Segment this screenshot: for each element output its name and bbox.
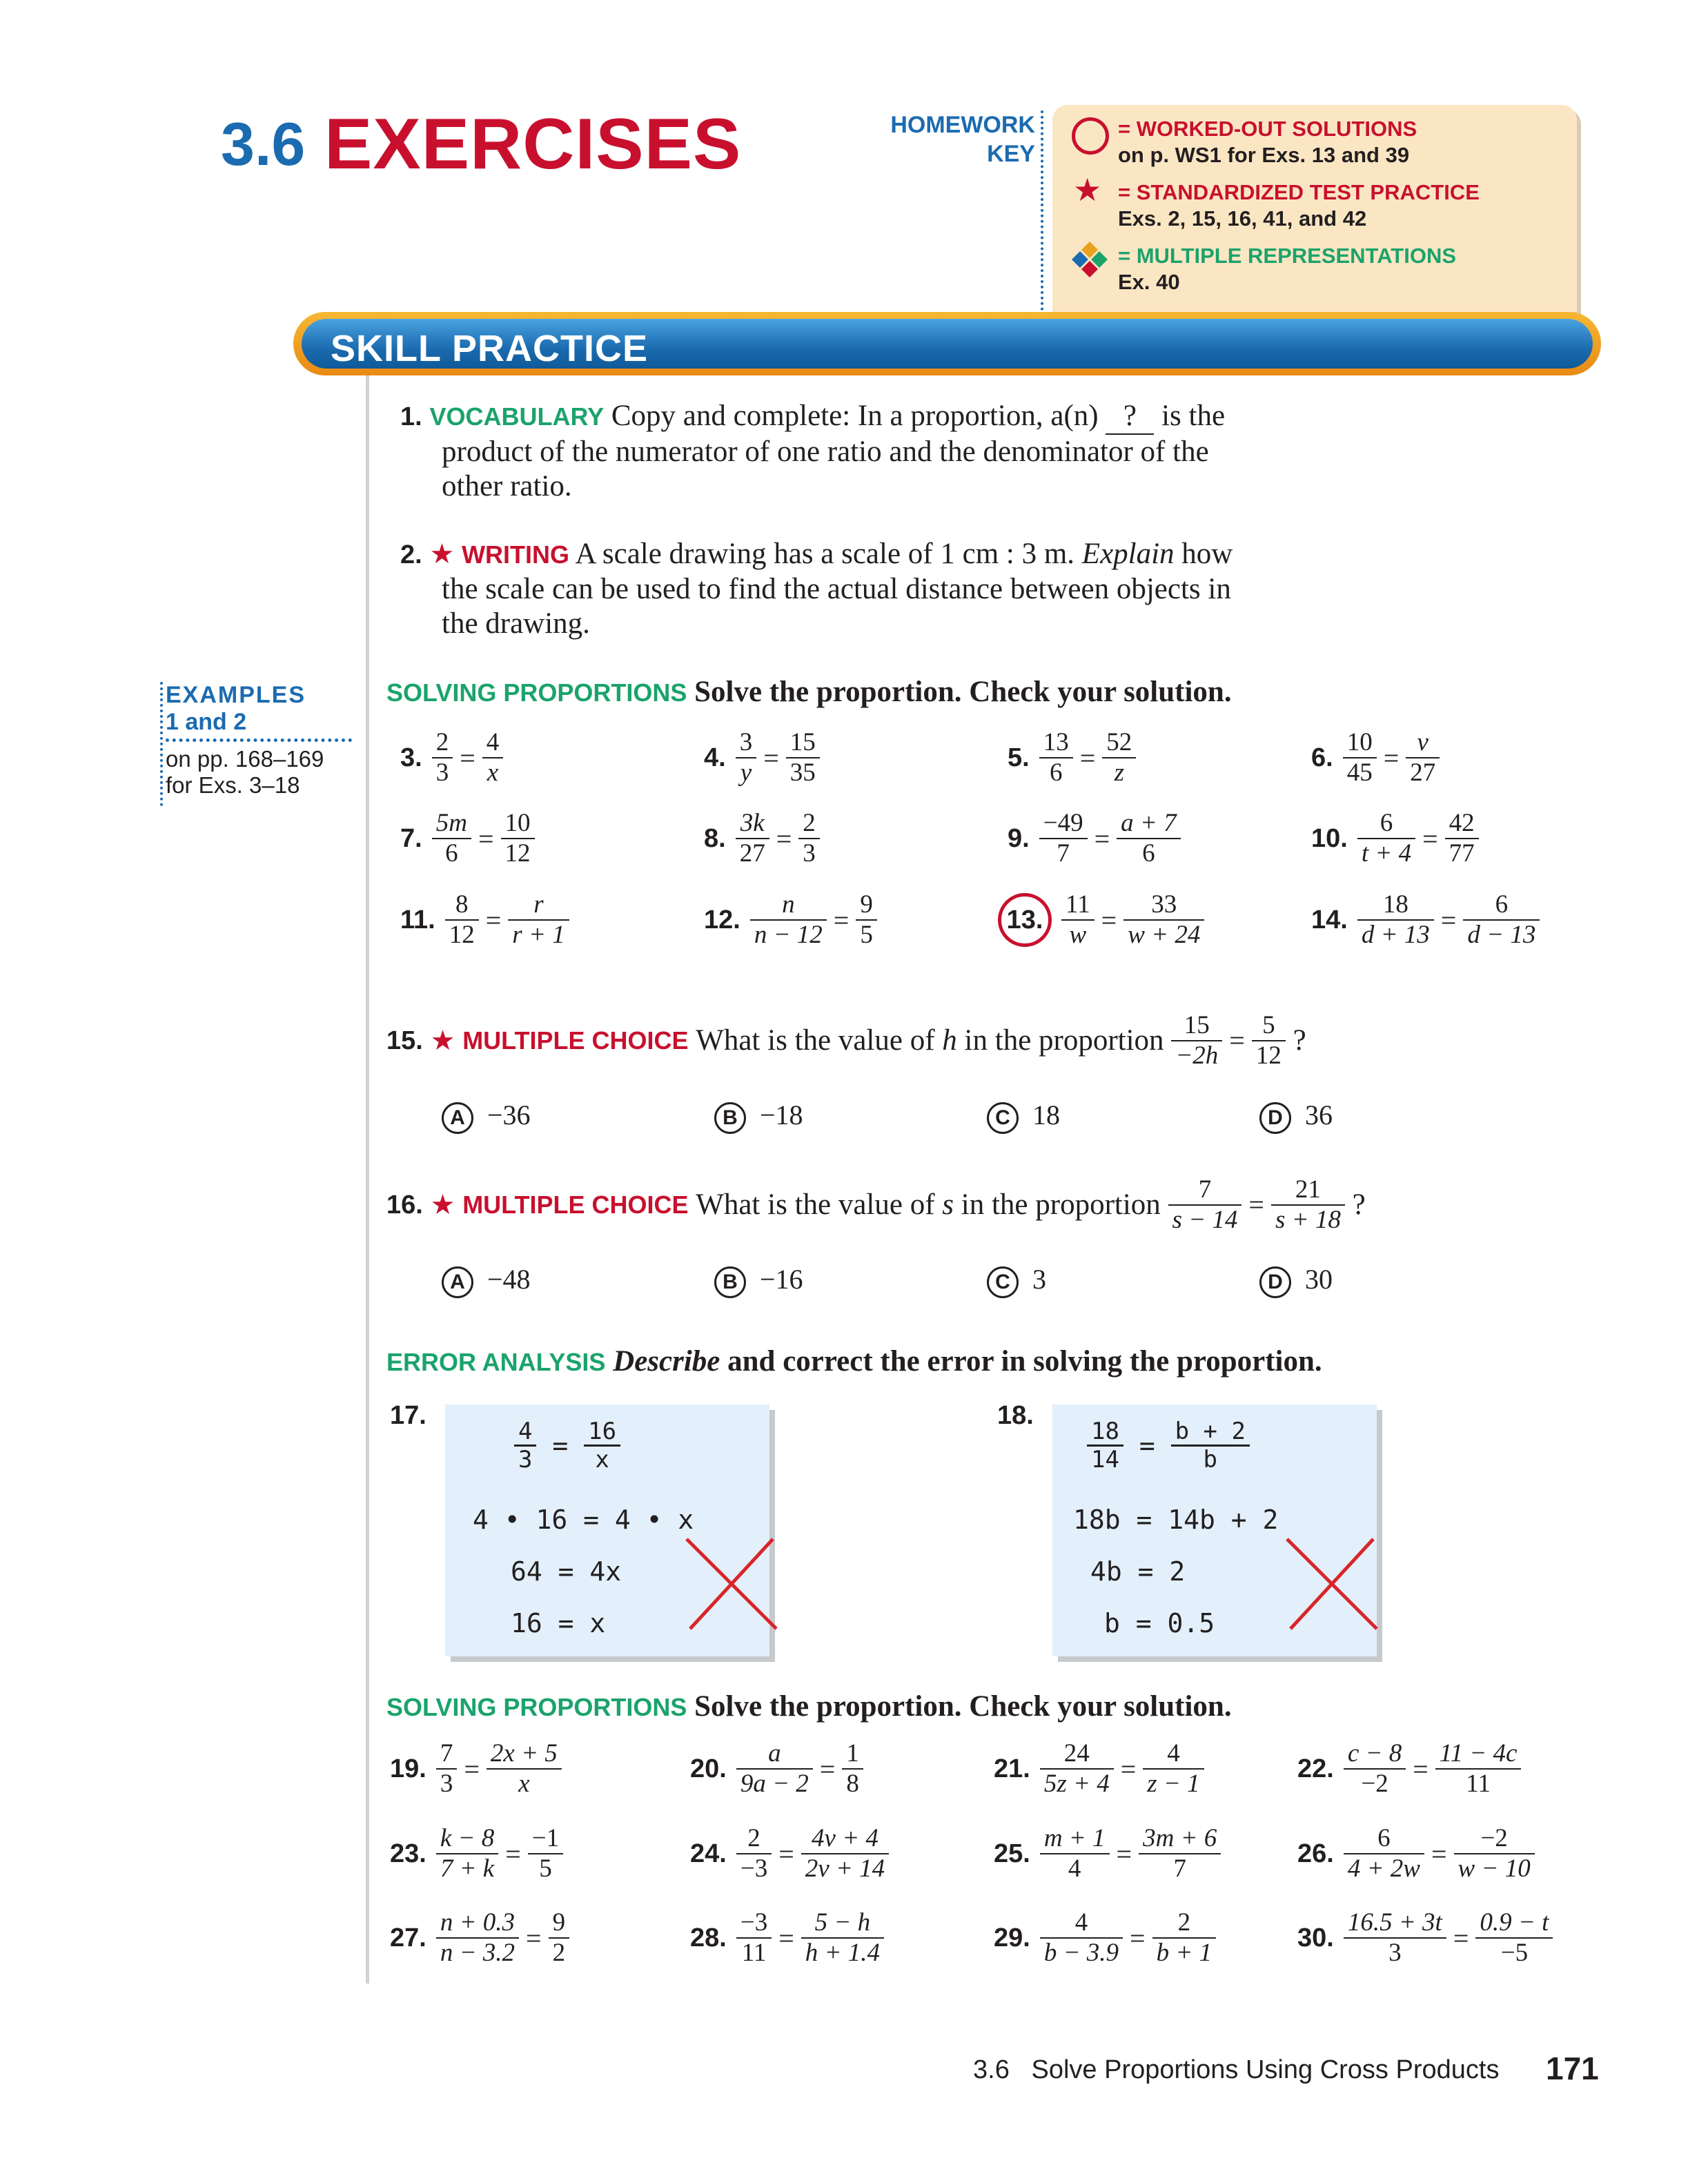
exercise-16: [386, 1175, 1366, 1235]
solving-2-label: SOLVING PROPORTIONS: [386, 1693, 687, 1721]
key-multiple-rep-label: = MULTIPLE REPRESENTATIONS: [1118, 244, 1457, 268]
fraction: $\frac{11}{w}$: [1061, 890, 1095, 950]
key-standardized: [1118, 179, 1480, 232]
star-icon: ★: [430, 1025, 455, 1056]
homework-key-line2: KEY: [987, 141, 1035, 167]
error-analysis-heading: [386, 1344, 1322, 1380]
problem-5: [1008, 728, 1136, 787]
star-icon: ★: [430, 1189, 455, 1220]
worked-out-circle-icon: 13.: [998, 893, 1052, 947]
equals-sign: =: [1130, 1922, 1146, 1954]
exercise-15-question-b: in the proportion: [964, 1024, 1164, 1057]
exercise-2-line-3: the drawing.: [442, 607, 590, 640]
equals-sign: =: [1120, 1753, 1137, 1785]
fraction: $\frac{k - 8}{7 + k}$: [436, 1824, 498, 1883]
fraction: $\frac{7}{3}$: [436, 1739, 458, 1799]
skill-practice-banner-inner: [302, 319, 1593, 369]
exercise-17-card: [445, 1404, 769, 1656]
problem-number: 4.: [704, 743, 726, 772]
homework-key-line1: HOMEWORK: [890, 112, 1035, 138]
fraction: $\frac{-3}{11}$: [736, 1908, 772, 1968]
fraction: $\frac{6}{t + 4}$: [1357, 809, 1415, 868]
exercise-18-number: 18.: [997, 1401, 1034, 1430]
margin-rule: [366, 375, 369, 1984]
homework-key-box: [1052, 105, 1577, 312]
exercise-2-explain: Explain: [1081, 538, 1175, 570]
section-number: 3.6: [221, 110, 306, 178]
problem-7: [400, 809, 535, 868]
problem-number: 25.: [994, 1839, 1030, 1868]
equals-sign: =: [526, 1922, 542, 1954]
exercise-15-var: h: [942, 1024, 957, 1057]
equals-sign: =: [505, 1838, 521, 1870]
exercise-16-frac-b: $\frac{21}{s + 18}$: [1271, 1175, 1345, 1235]
choice-value: −18: [760, 1099, 803, 1130]
choice-value: −36: [487, 1099, 531, 1130]
exercise-16-question-b: in the proportion: [961, 1188, 1161, 1221]
problem-number: 8.: [704, 823, 726, 853]
equals-sign: =: [460, 742, 475, 774]
equals-sign: =: [485, 904, 502, 936]
key-worked-out: [1118, 116, 1417, 168]
fraction: $\frac{v}{27}$: [1406, 728, 1440, 787]
exercise-15-question-a: What is the value of: [696, 1024, 935, 1057]
equals-sign: =: [1248, 1189, 1264, 1220]
choice-a[interactable]: [442, 1263, 531, 1298]
fraction: $\frac{m + 1}{4}$: [1040, 1824, 1110, 1883]
fraction: $\frac{9}{5}$: [856, 890, 877, 950]
fraction: $\frac{4v + 4}{2v + 14}$: [801, 1824, 889, 1883]
fraction: $\frac{n}{n - 12}$: [750, 890, 827, 950]
star-icon: ★: [429, 538, 455, 569]
key-worked-out-label: = WORKED-OUT SOLUTIONS: [1118, 117, 1417, 141]
error-x-icon: [1277, 1532, 1387, 1636]
equals-sign: =: [776, 823, 792, 854]
problem-19: [390, 1739, 562, 1799]
fraction: $\frac{6}{d - 13}$: [1463, 890, 1540, 950]
problem-number: 23.: [390, 1839, 426, 1868]
exercise-2-text-b: how: [1181, 538, 1233, 570]
problem-29: [994, 1908, 1216, 1968]
problem-14: [1311, 890, 1540, 950]
exercise-18-line-3: b = 0.5: [1104, 1608, 1215, 1638]
equals-sign: =: [478, 823, 494, 854]
fraction: $\frac{5 - h}{h + 1.4}$: [801, 1908, 884, 1968]
exercise-2: [400, 537, 1401, 641]
exercise-15-number: 15.: [386, 1026, 423, 1055]
choice-b[interactable]: [714, 1263, 803, 1298]
exercise-18-line-2: 4b = 2: [1090, 1556, 1186, 1587]
key-worked-out-sub: on p. WS1 for Exs. 13 and 39: [1118, 143, 1410, 167]
fraction: $\frac{c - 8}{-2}$: [1344, 1739, 1406, 1799]
footer-section-title: 3.6 Solve Proportions Using Cross Products: [973, 2055, 1500, 2084]
problem-number: 5.: [1008, 743, 1030, 772]
equals-sign: =: [464, 1753, 480, 1785]
exercise-1-number: 1.: [400, 402, 422, 431]
exercise-16-label: MULTIPLE CHOICE: [462, 1191, 689, 1219]
key-standardized-sub: Exs. 2, 15, 16, 41, and 42: [1118, 206, 1367, 231]
exercise-2-text-a: A scale drawing has a scale of 1 cm : 3 m.: [575, 538, 1075, 570]
examples-divider: [160, 682, 163, 806]
fraction: $\frac{42}{77}$: [1445, 809, 1479, 868]
exercise-16-qmark: ?: [1352, 1188, 1366, 1221]
exercise-18-proportion: $\frac{18}{14}$ = $\frac{b + 2}{b}$: [1087, 1418, 1250, 1473]
examples-title: EXAMPLES: [166, 682, 306, 708]
problem-number: 3.: [400, 743, 422, 772]
problem-number: 21.: [994, 1754, 1030, 1783]
fraction: $\frac{2}{-3}$: [736, 1824, 772, 1883]
problem-25: [994, 1824, 1221, 1883]
equals-sign: =: [1422, 823, 1438, 854]
fraction: $\frac{2x + 5}{x}$: [487, 1739, 562, 1799]
fraction: $\frac{-49}{7}$: [1039, 809, 1088, 868]
key-multiple-rep: [1118, 243, 1456, 295]
problem-30: [1297, 1908, 1553, 1968]
exercise-17-line-3: 16 = x: [511, 1608, 606, 1638]
exercise-15-frac-b: $\frac{5}{12}$: [1252, 1011, 1286, 1070]
choice-c[interactable]: [987, 1099, 1060, 1134]
fraction: $\frac{11 - 4c}{11}$: [1435, 1739, 1522, 1799]
exercise-2-label: WRITING: [462, 540, 570, 569]
choice-value: −48: [487, 1264, 531, 1295]
fraction: $\frac{24}{5z + 4}$: [1040, 1739, 1114, 1799]
homework-key-label: [828, 110, 1035, 168]
exercise-18-card: [1052, 1404, 1377, 1656]
problem-10: [1311, 809, 1479, 868]
key-standardized-label: = STANDARDIZED TEST PRACTICE: [1118, 180, 1480, 204]
fraction: $\frac{6}{4 + 2w}$: [1344, 1824, 1424, 1883]
fraction: $\frac{a}{9a - 2}$: [736, 1739, 813, 1799]
fraction: $\frac{10}{12}$: [501, 809, 535, 868]
problem-24: [690, 1824, 889, 1883]
fraction: $\frac{4}{b - 3.9}$: [1040, 1908, 1123, 1968]
homework-key-divider: [1041, 110, 1043, 311]
fraction: $\frac{r}{r + 1}$: [508, 890, 569, 950]
equals-sign: =: [1383, 742, 1400, 774]
fraction: $\frac{-1}{5}$: [528, 1824, 563, 1883]
equals-sign: =: [1079, 742, 1096, 774]
choice-a[interactable]: [442, 1099, 531, 1134]
section-title: EXERCISES: [324, 104, 742, 184]
problem-9: [1008, 809, 1181, 868]
exercise-15-frac-a: $\frac{15}{-2h}$: [1171, 1011, 1222, 1070]
problem-number: 10.: [1311, 823, 1348, 853]
problem-26: [1297, 1824, 1535, 1883]
problem-number: 11.: [400, 905, 435, 934]
fraction: $\frac{-2}{w - 10}$: [1454, 1824, 1535, 1883]
key-multiple-rep-sub: Ex. 40: [1118, 270, 1180, 294]
choice-c[interactable]: [987, 1263, 1046, 1298]
error-analysis-label: ERROR ANALYSIS: [386, 1348, 606, 1376]
problem-number: 14.: [1311, 905, 1348, 934]
exercise-16-question-a: What is the value of: [696, 1188, 935, 1221]
equals-sign: =: [778, 1922, 794, 1954]
problem-21: [994, 1739, 1204, 1799]
choice-value: 3: [1032, 1264, 1046, 1295]
fraction: $\frac{9}{2}$: [549, 1908, 570, 1968]
equals-sign: =: [1413, 1753, 1429, 1785]
problem-number: 27.: [390, 1923, 426, 1952]
problem-number: 6.: [1311, 743, 1333, 772]
equals-sign: =: [763, 742, 779, 774]
fraction: $\frac{1}{8}$: [842, 1739, 863, 1799]
problem-number: 24.: [690, 1839, 727, 1868]
exercise-1-label: VOCABULARY: [429, 402, 605, 431]
page-number: 171: [1546, 2050, 1599, 2086]
exercise-17-line-2: 64 = 4x: [511, 1556, 622, 1587]
exercise-16-number: 16.: [386, 1191, 423, 1220]
problem-number: 19.: [390, 1754, 426, 1783]
examples-reference: [166, 682, 352, 799]
problem-28: [690, 1908, 884, 1968]
fraction: $\frac{2}{3}$: [798, 809, 820, 868]
worked-out-circle-icon: [1072, 117, 1109, 155]
solving-1-label: SOLVING PROPORTIONS: [386, 678, 687, 707]
fraction: $\frac{n + 0.3}{n - 3.2}$: [436, 1908, 519, 1968]
choice-value: −16: [760, 1264, 803, 1295]
multiple-representations-icon: [1070, 240, 1109, 279]
problem-11: [400, 890, 569, 950]
equals-sign: =: [1229, 1025, 1245, 1056]
solving-1-instruction: Solve the proportion. Check your solution.: [694, 676, 1232, 708]
choice-letter-icon: D: [1259, 1266, 1291, 1298]
exercise-2-line-2: the scale can be used to find the actual distance between objects in: [442, 573, 1231, 605]
problem-3: [400, 728, 503, 787]
fraction: $\frac{2}{3}$: [432, 728, 453, 787]
skill-practice-banner: [293, 312, 1601, 375]
fraction: $\frac{15}{35}$: [786, 728, 820, 787]
fraction: $\frac{52}{z}$: [1102, 728, 1136, 787]
choice-letter-icon: A: [442, 1266, 473, 1298]
choice-value: 36: [1305, 1099, 1333, 1130]
fraction: $\frac{0.9 - t}{-5}$: [1475, 1908, 1553, 1968]
choice-letter-icon: C: [987, 1266, 1019, 1298]
fraction: $\frac{5m}{6}$: [432, 809, 471, 868]
fraction: $\frac{10}{45}$: [1343, 728, 1377, 787]
fraction: $\frac{a + 7}{6}$: [1117, 809, 1180, 868]
examples-exercises: for Exs. 3–18: [166, 772, 300, 798]
equals-sign: =: [1431, 1838, 1447, 1870]
choice-letter-icon: C: [987, 1102, 1019, 1134]
fraction: $\frac{33}{w + 24}$: [1123, 890, 1204, 950]
equals-sign: =: [1101, 904, 1117, 936]
problem-27: [390, 1908, 569, 1968]
exercise-16-frac-a: $\frac{7}{s - 14}$: [1168, 1175, 1242, 1235]
solving-proportions-1-heading: [386, 675, 1232, 710]
problem-number: 26.: [1297, 1839, 1334, 1868]
fraction: $\frac{8}{12}$: [445, 890, 479, 950]
fraction: $\frac{3}{y}$: [736, 728, 757, 787]
choice-letter-icon: A: [442, 1102, 473, 1134]
error-x-icon: [676, 1532, 787, 1636]
fraction: $\frac{13}{6}$: [1039, 728, 1073, 787]
error-analysis-describe: Describe: [613, 1345, 720, 1378]
fraction: $\frac{3m + 6}{7}$: [1139, 1824, 1221, 1883]
star-icon: ★: [1073, 172, 1102, 208]
problem-number: 29.: [994, 1923, 1030, 1952]
exercise-18-line-1: 18b = 14b + 2: [1073, 1505, 1279, 1535]
fraction: $\frac{4}{z - 1}$: [1143, 1739, 1204, 1799]
equals-sign: =: [778, 1838, 794, 1870]
exercise-17-proportion: $\frac{4}{3}$ = $\frac{16}{x}$: [514, 1418, 620, 1473]
fraction: $\frac{3k}{27}$: [736, 809, 769, 868]
equals-sign: =: [1440, 904, 1457, 936]
problem-6: [1311, 728, 1440, 787]
solving-2-instruction: Solve the proportion. Check your solution.: [694, 1690, 1232, 1723]
choice-d[interactable]: [1259, 1263, 1333, 1298]
choice-value: 30: [1305, 1264, 1333, 1295]
error-analysis-instruction: and correct the error in solving the proportion.: [727, 1345, 1322, 1378]
examples-sub: 1 and 2: [166, 709, 352, 742]
examples-pages: on pp. 168–169: [166, 746, 324, 772]
solving-proportions-2-heading: [386, 1690, 1232, 1725]
exercise-1-line-3: other ratio.: [442, 470, 572, 502]
exercise-1: [400, 399, 1366, 504]
choice-letter-icon: D: [1259, 1102, 1291, 1134]
choice-value: 18: [1032, 1099, 1060, 1130]
problem-4: [704, 728, 820, 787]
choice-letter-icon: B: [714, 1102, 746, 1134]
exercise-17-line-1: 4 • 16 = 4 • x: [473, 1505, 694, 1535]
exercise-1-blank: ?: [1106, 399, 1154, 435]
fraction: $\frac{4}{x}$: [482, 728, 504, 787]
problem-number: 30.: [1297, 1923, 1334, 1952]
problem-22: [1297, 1739, 1521, 1799]
problem-23: [390, 1824, 563, 1883]
problem-number: 12.: [704, 905, 740, 934]
equals-sign: =: [1453, 1922, 1469, 1954]
problem-number: 20.: [690, 1754, 727, 1783]
problem-8: [704, 809, 820, 868]
skill-practice-title: SKILL PRACTICE: [331, 328, 649, 369]
problem-number: 22.: [1297, 1754, 1334, 1783]
problem-20: [690, 1739, 863, 1799]
exercise-1-text-b: is the: [1161, 400, 1226, 432]
choice-letter-icon: B: [714, 1266, 746, 1298]
choice-d[interactable]: [1259, 1099, 1333, 1134]
exercise-1-text-a: Copy and complete: In a proportion, a(n): [611, 400, 1099, 432]
equals-sign: =: [1094, 823, 1110, 854]
problem-13: [1008, 890, 1204, 950]
exercise-1-line-2: product of the numerator of one ratio and the denominator of the: [442, 435, 1209, 468]
exercise-15-label: MULTIPLE CHOICE: [462, 1026, 689, 1055]
exercise-15-qmark: ?: [1293, 1024, 1306, 1057]
fraction: $\frac{18}{d + 13}$: [1357, 890, 1434, 950]
problem-number: 7.: [400, 823, 422, 853]
equals-sign: =: [833, 904, 850, 936]
problem-12: [704, 890, 877, 950]
exercise-2-number: 2.: [400, 540, 422, 569]
exercise-16-var: s: [942, 1188, 954, 1221]
fraction: $\frac{2}{b + 1}$: [1152, 1908, 1216, 1968]
exercise-15: [386, 1011, 1306, 1070]
choice-b[interactable]: [714, 1099, 803, 1134]
equals-sign: =: [1116, 1838, 1132, 1870]
exercise-17-number: 17.: [390, 1401, 426, 1430]
fraction: $\frac{16.5 + 3t}{3}$: [1344, 1908, 1446, 1968]
problem-number: 28.: [690, 1923, 727, 1952]
problem-number: 9.: [1008, 823, 1030, 853]
equals-sign: =: [819, 1753, 836, 1785]
